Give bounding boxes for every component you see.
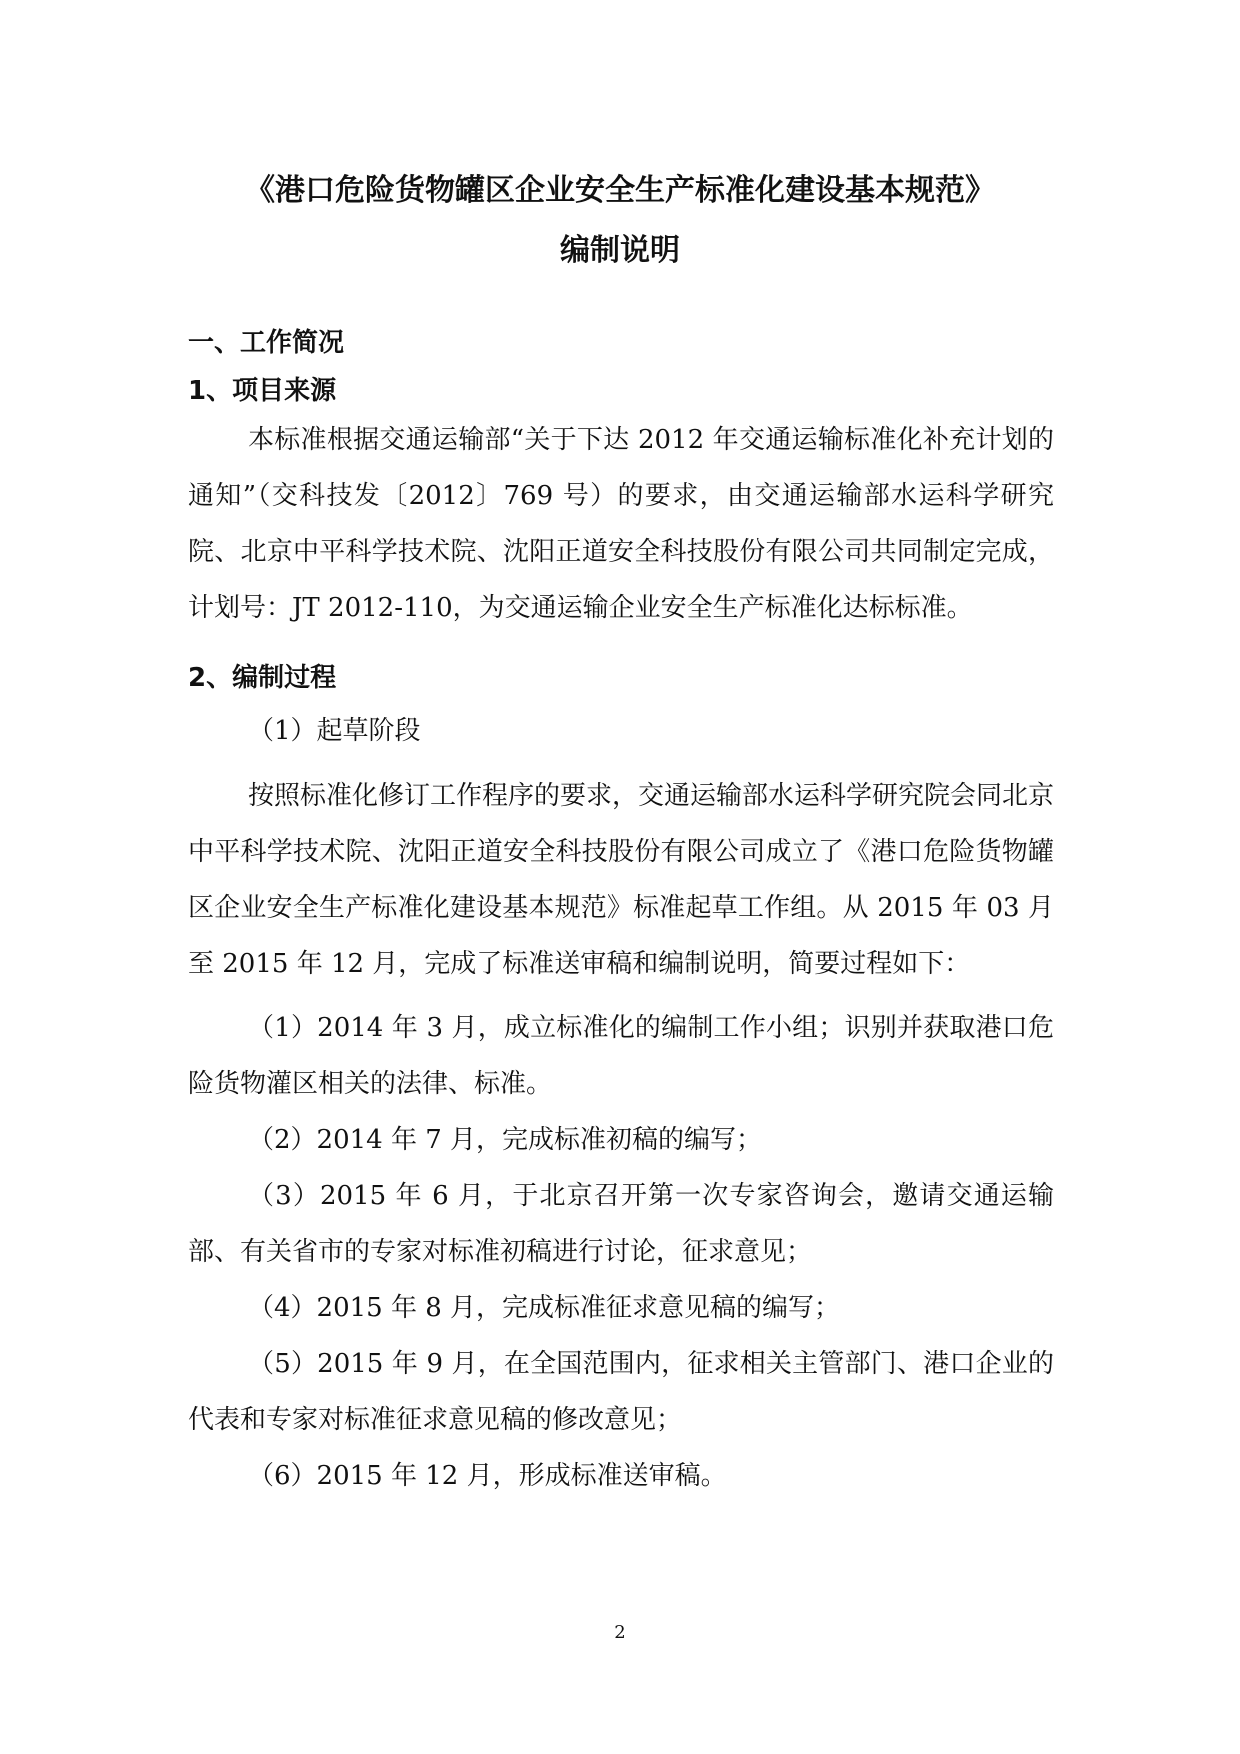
process-step-2: （2）2014 年 7 月，完成标准初稿的编写； [248, 1125, 763, 1155]
process-step-4: （4）2015 年 8 月，完成标准征求意见稿的编写； [248, 1293, 841, 1323]
section-heading-work-overview: 一、工作简况 [188, 328, 345, 358]
document-title: 《港口危险货物罐区企业安全生产标准化建设基本规范》 [245, 173, 995, 208]
drafting-stage-paragraph: 按照标准化修订工作程序的要求，交通运输部水运科学研究院会同北京中平科学技术院、沈阳正道安全科技股份有限公司成立了《港口危险货物罐区企业安全生产标准化建设基本规范》标准起草工作组。从 2015 年 03 月至 2015 年 12 月，完成了标准送审稿和编制说明，简要过程如下： [188, 781, 1055, 979]
stage-label-drafting: （1）起草阶段 [248, 716, 421, 746]
subsection-heading-project-source: 1、项目来源 [188, 376, 337, 406]
process-step-3: （3）2015 年 6 月，于北京召开第一次专家咨询会，邀请交通运输部、有关省市的专家对标准初稿进行讨论，征求意见； [188, 1181, 1054, 1267]
process-step-6: （6）2015 年 12 月，形成标准送审稿。 [248, 1461, 727, 1491]
document-subtitle: 编制说明 [560, 233, 680, 268]
page-number: 2 [614, 1622, 626, 1643]
process-step-1: （1）2014 年 3 月，成立标准化的编制工作小组；识别并获取港口危险货物灌区相关的法律、标准。 [188, 1013, 1054, 1099]
project-source-paragraph: 本标准根据交通运输部“关于下达 2012 年交通运输标准化补充计划的通知”（交科技发〔2012〕769 号）的要求，由交通运输部水运科学研究院、北京中平科学技术院、沈阳正道安全科技股份有限公司共同制定完成，计划号：JT 2012-110，为交通运输企业安全生产标准化达标标准。 [188, 425, 1054, 623]
process-step-5: （5）2015 年 9 月，在全国范围内，征求相关主管部门、港口企业的代表和专家对标准征求意见稿的修改意见； [188, 1349, 1054, 1435]
subsection-heading-drafting-process: 2、编制过程 [188, 663, 337, 693]
